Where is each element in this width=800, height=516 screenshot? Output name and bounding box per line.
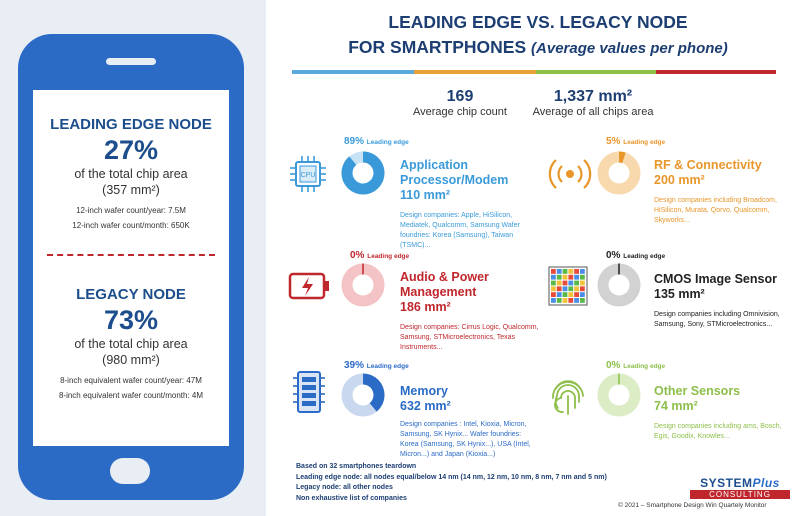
logo-line1 [690,476,790,490]
logo-system: SYSTEM [700,476,753,490]
lead-label-memory: Leading edge [366,363,409,370]
lead-pct-application-processor: 89% [344,136,365,147]
sensor-pixel [551,269,556,274]
category-desc: Design companies : Intel, Kioxia, Micron, Samsung, SK Hynix... Wafer foundries: Korea (Samsung, SK Hynix...), USA (Intel, Micron...) and Japan (Kioxia...) [400,421,531,458]
fingerprint-icon [548,374,588,416]
sensor-pixel [568,275,573,280]
left-panel [0,0,266,516]
sensor-pixel [551,275,556,280]
donut-application-processor [340,150,386,196]
summary-chip-area [528,88,658,118]
leading-edge-node-percent: 27% [103,135,159,165]
category-rf-connectivity [654,158,784,226]
lead-other-sensors [606,360,665,371]
category-name: CMOS Image Sensor [654,272,777,286]
title-line1: LEADING EDGE VS. LEGACY NODE [388,12,688,32]
legacy-node-heading: LEGACY NODE [76,286,186,303]
category-name-line2: Management [400,285,477,299]
sensor-pixel [557,292,562,297]
legacy-node-percent: 73% [103,305,159,335]
category-desc: Design companies including ams, Bosch, Egis, Goodix, Knowles... [654,423,782,440]
legacy-wafer-year: 8-inch equivalent wafer count/year: 47M [60,376,202,385]
lead-label-application-processor: Leading edge [366,139,409,146]
lead-application-processor [344,136,409,147]
chip-count-label: Average chip count [413,106,507,118]
title-line2-wrap [290,35,786,61]
category-application-processor [400,158,520,251]
leading-edge-node-block [33,116,229,230]
title-rule-green [536,70,656,74]
sensor-pixel [557,269,562,274]
donut-slice-leading-edge [619,157,624,158]
logo-plus: Plus [752,476,780,490]
category-area: 632 mm² [400,399,451,413]
sensor-pixel [568,281,573,286]
divider-dashed [47,254,215,256]
category-name-line1: Application [400,158,469,172]
phone-illustration [18,34,244,500]
legacy-node-line2: (980 mm²) [102,353,160,367]
leading-edge-node-line1: of the total chip area [74,167,188,181]
leading-edge-wafer-month: 12-inch wafer count/month: 650K [72,221,190,230]
category-audio-power [400,270,540,353]
category-other-sensors [654,384,789,442]
cpu-icon [288,154,328,194]
category-name: Other Sensors [654,384,741,398]
footnote-2: Leading edge node: all nodes equal/below 14 nm (14 nm, 12 nm, 10 nm, 8 nm, 7 nm and 5 nm) [296,473,607,481]
leading-edge-node-line2: (357 mm²) [102,183,160,197]
sensor-pixel [551,292,556,297]
leading-edge-node-heading: LEADING EDGE NODE [50,116,212,133]
category-area: 74 mm² [654,399,698,413]
sensor-pixel [580,269,585,274]
donut-other-sensors [596,372,642,418]
phone-screen [33,90,229,446]
sensor-pixel [580,298,585,303]
category-cmos-image-sensor [654,272,789,330]
category-area: 110 mm² [400,188,451,202]
sensor-pixel [563,275,568,280]
leading-edge-wafer-year: 12-inch wafer count/year: 7.5M [76,206,186,215]
sensor-pixel [568,292,573,297]
phone-speaker [106,58,156,65]
category-name: Memory [400,384,448,398]
lead-label-rf-connectivity: Leading edge [623,139,666,146]
lead-label-other-sensors: Leading edge [623,363,666,370]
donut-slice-leading-edge [363,379,379,407]
sensor-pixel [551,298,556,303]
category-name-line1: Audio & Power [400,270,489,284]
memory-chip-icon [290,370,328,414]
legacy-node-line1: of the total chip area [74,337,188,351]
title-subtitle: (Average values per phone) [531,40,728,57]
title-rule-orange [414,70,536,74]
chip-count-value: 169 [446,88,474,105]
summary-chip-count [398,88,522,118]
title-rule-red [656,70,776,74]
sensor-pixel [551,281,556,286]
category-area: 186 mm² [400,300,451,314]
sensor-pixel [563,281,568,286]
sensor-pixel [563,286,568,291]
sensor-pixel [563,269,568,274]
battery-charging-icon [288,270,332,302]
systemplus-logo [690,476,790,499]
lead-pct-other-sensors: 0% [606,360,621,371]
sensor-pixel [568,286,573,291]
logo-line2: CONSULTING [690,490,790,499]
category-area: 200 mm² [654,173,705,187]
sensor-pixel [580,292,585,297]
copyright: © 2021 – Smartphone Design Win Quartely Monitor [618,502,767,509]
category-name: RF & Connectivity [654,158,762,172]
title-rule-blue [292,70,414,74]
sensor-pixel [568,298,573,303]
sensor-pixel [574,298,579,303]
sensor-pixel [574,269,579,274]
lead-pct-rf-connectivity: 5% [606,136,621,147]
sensor-pixel [563,298,568,303]
sensor-pixel [580,281,585,286]
page-title [290,10,786,61]
sensor-pixel [574,275,579,280]
lead-label-cmos-image-sensor: Leading edge [623,253,666,260]
sensor-pixel [574,292,579,297]
sensor-pixel [580,286,585,291]
donut-audio-power [340,262,386,308]
lead-cmos-image-sensor [606,250,665,261]
image-sensor-icon [548,266,588,306]
category-desc: Design companies including Omnivision, Samsung, Sony, STMicroelectronics... [654,311,780,328]
lead-pct-audio-power: 0% [350,250,365,261]
footnotes [296,462,607,504]
legacy-wafer-month: 8-inch equivalent wafer count/month: 4M [58,391,204,400]
lead-label-audio-power: Leading edge [367,253,410,260]
category-area: 135 mm² [654,287,705,301]
sensor-pixel [557,298,562,303]
lead-rf-connectivity [606,136,665,147]
sensor-pixel [563,292,568,297]
footnote-4: Non exhaustive list of companies [296,494,407,502]
lead-audio-power [350,250,409,261]
category-desc: Design companies: Cirrus Logic, Qualcomm, Samsung, STMicroelectronics, Texas Instruments... [400,324,539,351]
sensor-pixel [557,286,562,291]
donut-memory [340,372,386,418]
category-memory [400,384,540,460]
chip-area-value: 1,337 mm² [553,88,633,105]
footnote-3: Legacy node: all other nodes [296,484,393,491]
donut-cmos-image-sensor [596,262,642,308]
category-name-line2: Processor/Modem [400,173,509,187]
phone-home-button [110,458,150,484]
sensor-pixel [557,275,562,280]
sensor-pixel [557,281,562,286]
donut-rf-connectivity [596,150,642,196]
lead-pct-memory: 39% [344,360,365,371]
footnote-1: Based on 32 smartphones teardown [296,463,417,470]
sensor-pixel [551,286,556,291]
wireless-signal-icon [548,154,592,194]
category-desc: Design companies including Broadcom, HiSilicon, Murata, Qorvo, Qualcomm, Skyworks... [654,197,777,224]
lead-memory [344,360,409,371]
sensor-pixel [574,281,579,286]
lead-pct-cmos-image-sensor: 0% [606,250,621,261]
donut-slice-leading-edge [347,157,379,189]
legacy-node-block [33,286,229,400]
svg-text:CPU: CPU [300,172,316,179]
chip-area-label: Average of all chips area [532,106,654,118]
sensor-pixel [574,286,579,291]
sensor-pixel [568,269,573,274]
category-desc: Design companies: Apple, HiSilicon, Mediatek, Qualcomm, Samsung Wafer foundries: Korea (Samsung), Taiwan (TSMC)... [400,212,520,249]
title-line2: FOR SMARTPHONES [348,37,527,57]
sensor-pixel [580,275,585,280]
